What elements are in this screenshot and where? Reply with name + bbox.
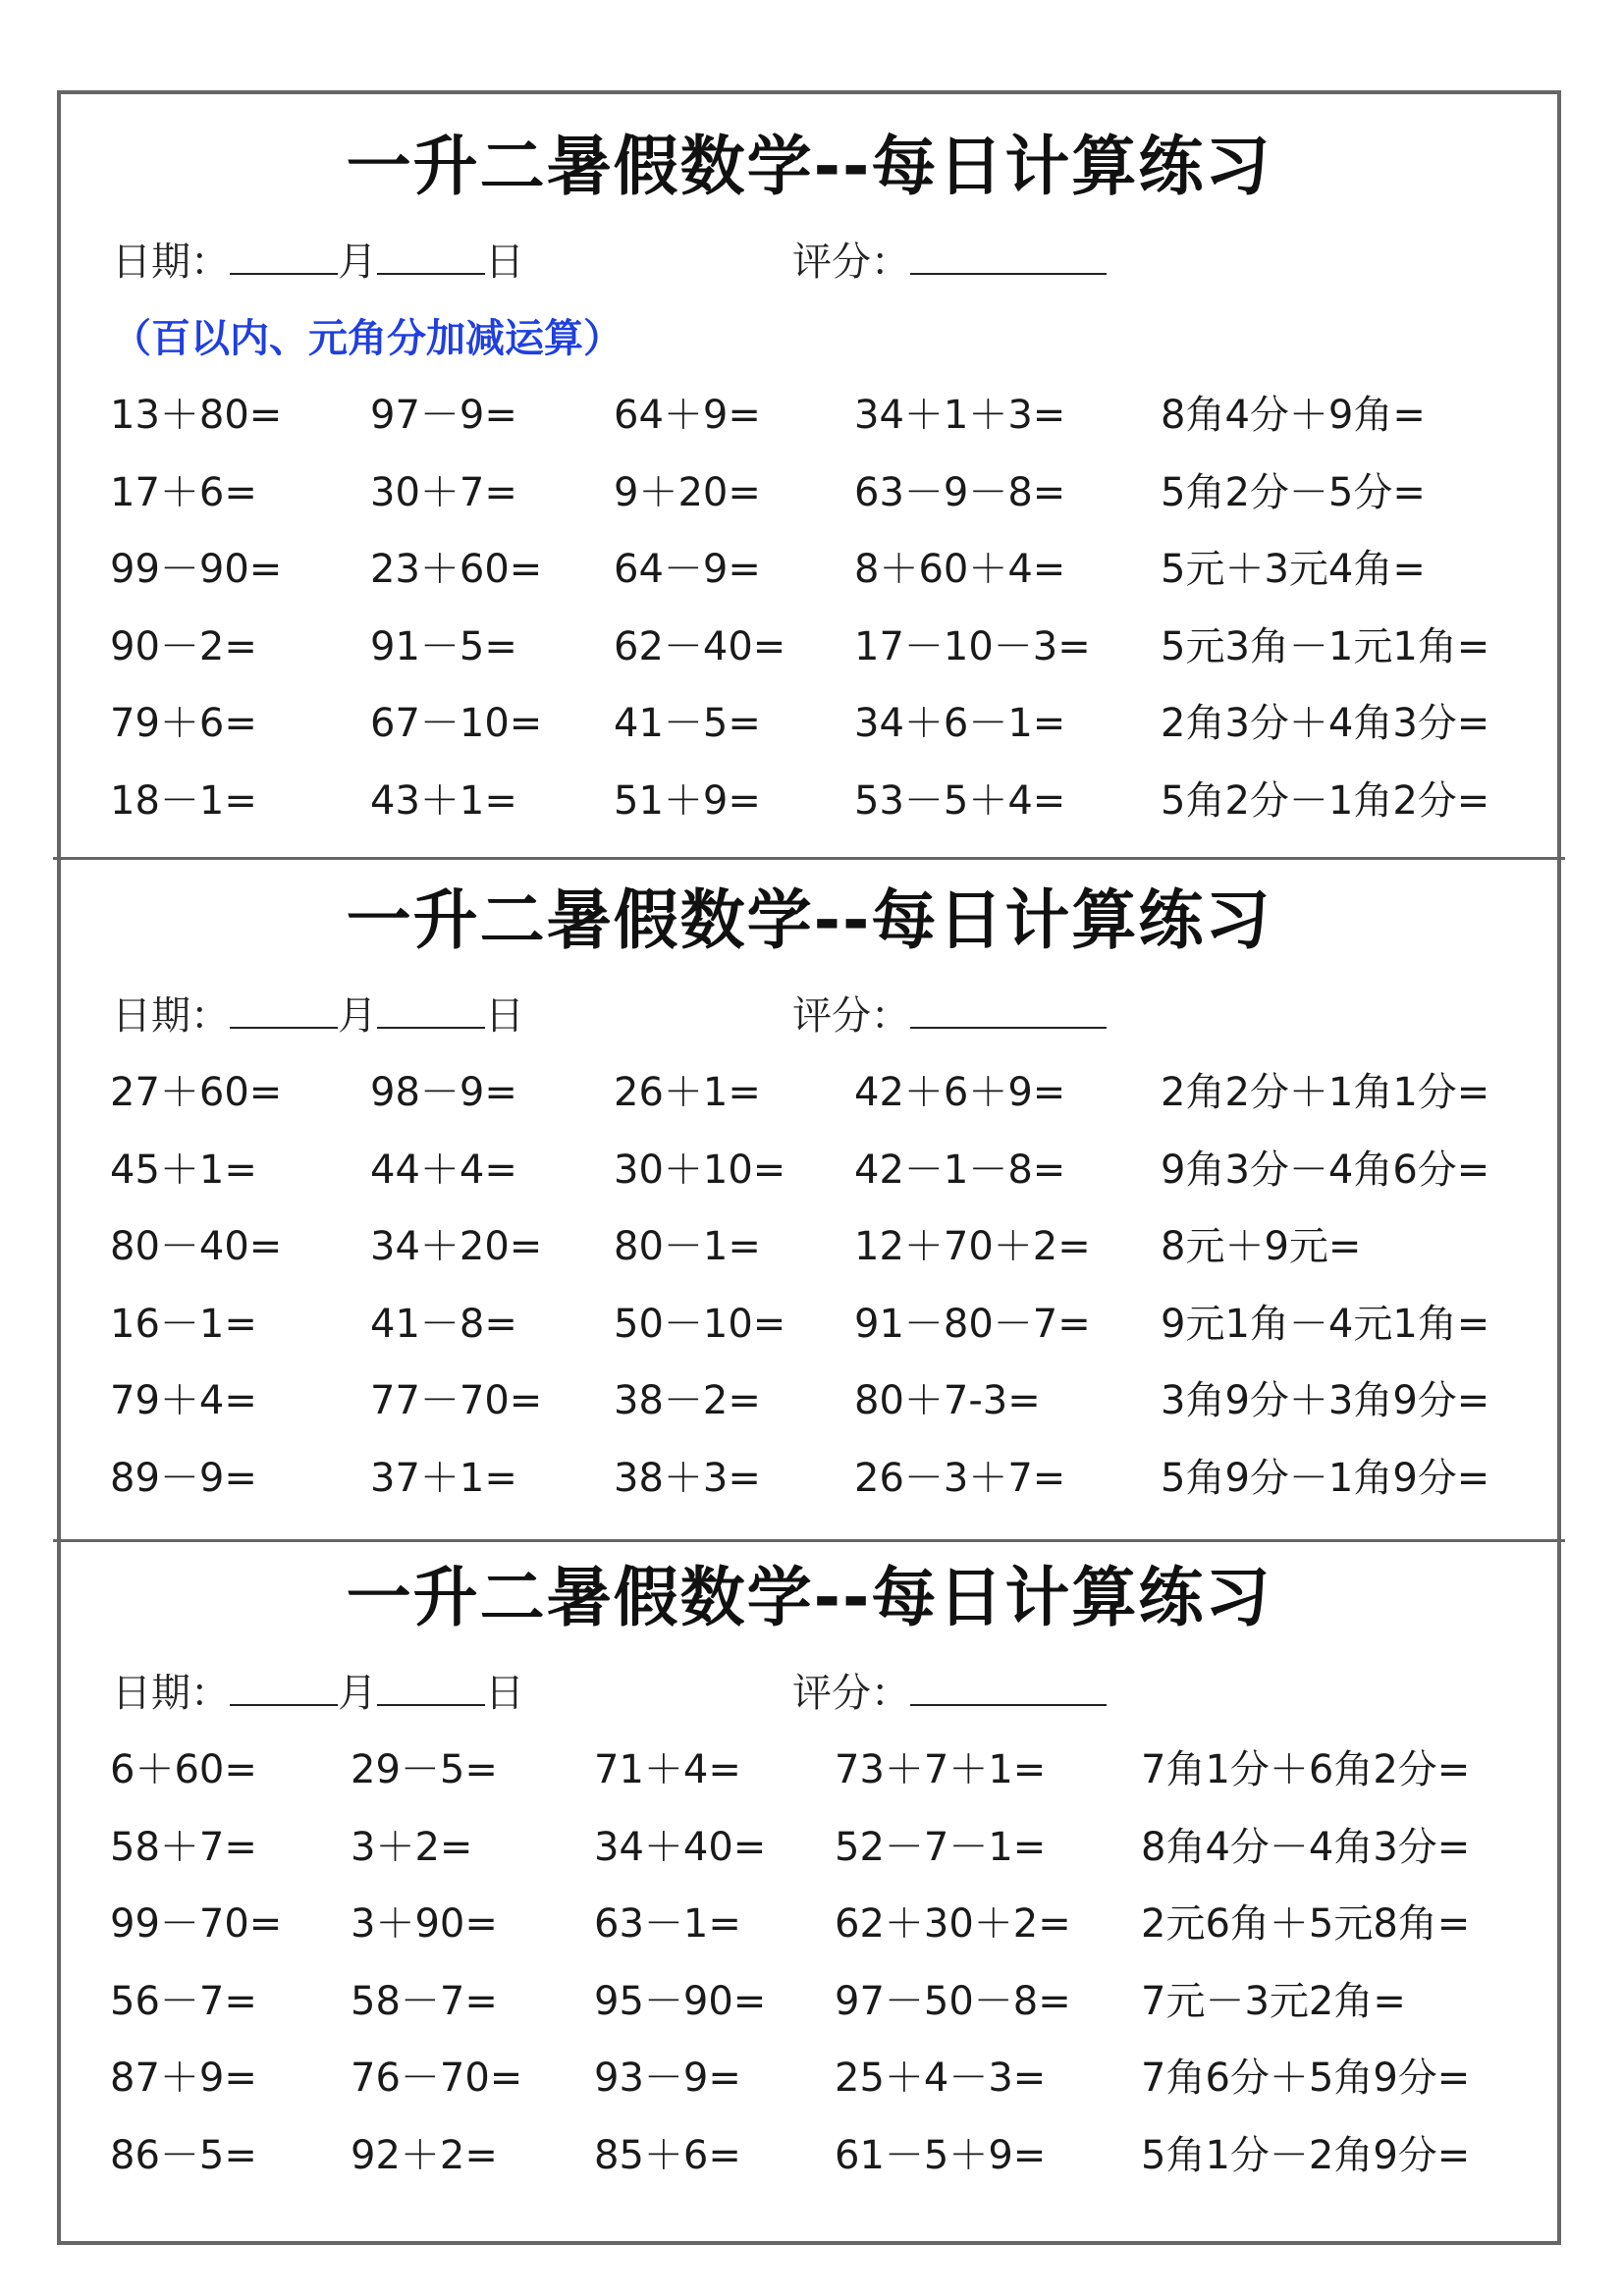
problem-cell: 8角4分－4角3分=	[1141, 1824, 1471, 1870]
problem-cell: 17－10－3=	[854, 623, 1091, 669]
problem-cell: 18－1=	[110, 777, 257, 824]
problem-cell: 99－90=	[110, 547, 283, 592]
problem-cell: 3＋90=	[351, 1901, 498, 1947]
score-line	[792, 238, 1107, 287]
score-blank[interactable]	[910, 993, 1107, 1029]
problem-cell: 80－40=	[110, 1224, 283, 1269]
date-label: 日期：	[112, 240, 230, 285]
problem-cell: 3角9分＋3角9分=	[1161, 1378, 1490, 1423]
date-label: 日期：	[112, 993, 230, 1039]
problem-cell: 2角2分＋1角1分=	[1161, 1070, 1490, 1115]
problem-cell: 12＋70＋2=	[854, 1224, 1091, 1269]
problem-cell: 45＋1=	[110, 1147, 257, 1193]
month-label: 月	[338, 240, 377, 285]
problem-cell: 16－1=	[110, 1301, 257, 1347]
problem-cell: 86－5=	[110, 2132, 257, 2178]
section-divider	[53, 1539, 1565, 1542]
problem-cell: 79＋6=	[110, 701, 257, 746]
month-blank[interactable]	[230, 1671, 338, 1706]
section-note: （百以内、元角分加减运算）	[112, 316, 622, 361]
worksheet-section-1	[61, 128, 1557, 854]
problem-cell: 37＋1=	[370, 1455, 517, 1501]
problem-cell: 41－8=	[370, 1301, 517, 1347]
problem-cell: 99－70=	[110, 1901, 283, 1947]
score-blank[interactable]	[910, 240, 1107, 275]
problem-cell: 9角3分－4角6分=	[1161, 1147, 1490, 1193]
problem-cell: 62－40=	[614, 623, 786, 669]
problem-cell: 63－1=	[594, 1901, 741, 1947]
problem-cell: 9元1角－4元1角=	[1161, 1301, 1490, 1347]
problem-cell: 26－3＋7=	[854, 1455, 1066, 1501]
score-label: 评分：	[792, 993, 910, 1039]
problem-cell: 7角6分＋5角9分=	[1141, 2056, 1471, 2101]
day-blank[interactable]	[377, 1671, 485, 1706]
section-title: 一升二暑假数学--每日计算练习	[346, 129, 1272, 204]
month-blank[interactable]	[230, 240, 338, 275]
problem-cell: 73＋7＋1=	[835, 1747, 1047, 1792]
problem-cell: 58＋7=	[110, 1824, 257, 1870]
problem-cell: 52－7－1=	[835, 1824, 1047, 1870]
month-label: 月	[338, 993, 377, 1039]
problem-cell: 26＋1=	[614, 1070, 761, 1115]
date-label: 日期：	[112, 1671, 230, 1716]
month-label: 月	[338, 1671, 377, 1716]
problem-cell: 42＋6＋9=	[854, 1070, 1066, 1115]
problem-cell: 34＋20=	[370, 1224, 543, 1269]
problem-cell: 30＋7=	[370, 469, 517, 515]
problem-cell: 38＋3=	[614, 1455, 761, 1501]
section-divider	[53, 857, 1565, 860]
day-label: 日	[485, 1671, 524, 1716]
problem-cell: 98－9=	[370, 1070, 517, 1115]
problem-cell: 77－70=	[370, 1378, 543, 1423]
worksheet-section-3	[61, 1559, 1557, 2226]
day-blank[interactable]	[377, 240, 485, 275]
problem-cell: 30＋10=	[614, 1147, 786, 1193]
date-line	[112, 1669, 524, 1718]
problem-cell: 34＋6－1=	[854, 701, 1066, 746]
problem-cell: 25＋4－3=	[835, 2056, 1047, 2101]
problem-cell: 91－80－7=	[854, 1301, 1091, 1347]
problem-cell: 5角9分－1角9分=	[1161, 1455, 1490, 1501]
score-blank[interactable]	[910, 1671, 1107, 1706]
problem-cell: 8元＋9元=	[1161, 1224, 1362, 1269]
problem-cell: 71＋4=	[594, 1747, 741, 1792]
problem-cell: 80－1=	[614, 1224, 761, 1269]
score-label: 评分：	[792, 240, 910, 285]
date-line	[112, 238, 524, 287]
problem-cell: 27＋60=	[110, 1070, 283, 1115]
problem-cell: 76－70=	[351, 2056, 523, 2101]
problem-cell: 51＋9=	[614, 777, 761, 824]
problem-cell: 13＋80=	[110, 393, 283, 438]
problem-cell: 5角2分－5分=	[1161, 469, 1426, 515]
problem-cell: 97－50－8=	[835, 1978, 1071, 2024]
problem-cell: 5元＋3元4角=	[1161, 547, 1426, 592]
problem-cell: 87＋9=	[110, 2056, 257, 2101]
problem-cell: 5角1分－2角9分=	[1141, 2132, 1471, 2178]
day-label: 日	[485, 240, 524, 285]
problem-cell: 63－9－8=	[854, 469, 1066, 515]
problem-cell: 50－10=	[614, 1301, 786, 1347]
day-blank[interactable]	[377, 993, 485, 1029]
score-line	[792, 1669, 1107, 1718]
problem-cell: 34＋40=	[594, 1824, 767, 1870]
month-blank[interactable]	[230, 993, 338, 1029]
score-line	[792, 991, 1107, 1041]
problem-cell: 64－9=	[614, 547, 761, 592]
problem-cell: 5角2分－1角2分=	[1161, 777, 1490, 824]
problem-cell: 64＋9=	[614, 393, 761, 438]
problem-cell: 85＋6=	[594, 2132, 741, 2178]
problem-cell: 43＋1=	[370, 777, 517, 824]
problem-cell: 56－7=	[110, 1978, 257, 2024]
problem-cell: 95－90=	[594, 1978, 767, 2024]
problem-cell: 6＋60=	[110, 1747, 257, 1792]
day-label: 日	[485, 993, 524, 1039]
problem-cell: 23＋60=	[370, 547, 543, 592]
problem-cell: 93－9=	[594, 2056, 741, 2101]
problem-cell: 67－10=	[370, 701, 543, 746]
problem-cell: 61－5＋9=	[835, 2132, 1047, 2178]
problem-cell: 58－7=	[351, 1978, 498, 2024]
problem-cell: 9＋20=	[614, 469, 761, 515]
problem-cell: 53－5＋4=	[854, 777, 1066, 824]
score-label: 评分：	[792, 1671, 910, 1716]
worksheet-section-2	[61, 881, 1557, 1529]
problem-cell: 62＋30＋2=	[835, 1901, 1071, 1947]
problem-cell: 2角3分＋4角3分=	[1161, 701, 1490, 746]
problem-cell: 90－2=	[110, 623, 257, 669]
problem-cell: 79＋4=	[110, 1378, 257, 1423]
problem-cell: 2元6角＋5元8角=	[1141, 1901, 1471, 1947]
problem-cell: 29－5=	[351, 1747, 498, 1792]
problem-cell: 8＋60＋4=	[854, 547, 1066, 592]
problem-cell: 91－5=	[370, 623, 517, 669]
problem-cell: 17＋6=	[110, 469, 257, 515]
problem-cell: 8角4分＋9角=	[1161, 393, 1426, 438]
problem-cell: 89－9=	[110, 1455, 257, 1501]
section-title: 一升二暑假数学--每日计算练习	[346, 882, 1272, 958]
problem-cell: 38－2=	[614, 1378, 761, 1423]
problem-cell: 34＋1＋3=	[854, 393, 1066, 438]
problem-cell: 92＋2=	[351, 2132, 498, 2178]
section-title: 一升二暑假数学--每日计算练习	[346, 1560, 1272, 1635]
problem-cell: 5元3角－1元1角=	[1161, 623, 1490, 669]
problem-cell: 80＋7-3=	[854, 1378, 1041, 1423]
problem-cell: 41－5=	[614, 701, 761, 746]
date-line	[112, 991, 524, 1041]
problem-cell: 42－1－8=	[854, 1147, 1066, 1193]
problem-cell: 7角1分＋6角2分=	[1141, 1747, 1471, 1792]
problem-cell: 44＋4=	[370, 1147, 517, 1193]
problem-cell: 97－9=	[370, 393, 517, 438]
problem-cell: 3＋2=	[351, 1824, 473, 1870]
problem-cell: 7元－3元2角=	[1141, 1978, 1406, 2024]
